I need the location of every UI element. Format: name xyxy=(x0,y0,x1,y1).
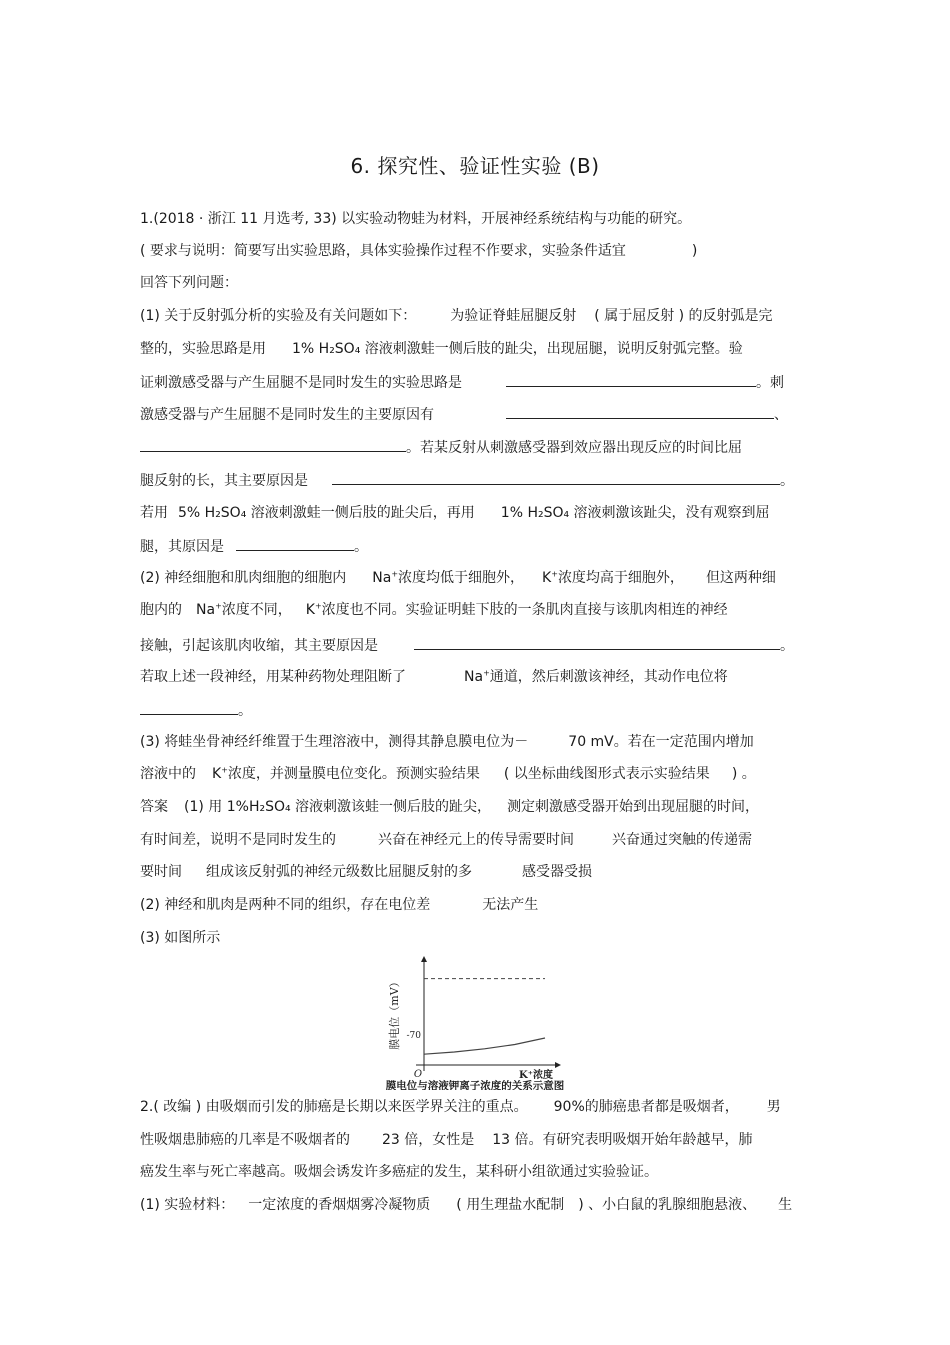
y-axis-label: 膜电位（mV） xyxy=(388,976,401,1050)
answer-blank[interactable] xyxy=(140,437,406,452)
y-tick-label: -70 xyxy=(406,1031,421,1041)
answer-blank[interactable] xyxy=(140,700,238,715)
q1-line-12: (2) 神经细胞和肌肉细胞的细胞内 Na+浓度均低于细胞外， K+浓度均高于细胞外， 但这两种细 xyxy=(140,569,776,586)
potential-curve xyxy=(424,1038,545,1054)
answer-line-5: (3) 如图所示 xyxy=(140,930,221,946)
q1-line-17: (3) 将蛙坐骨神经纤维置于生理溶液中，测得其静息膜电位为－ 70 mV。若在一定范围内增加 xyxy=(140,734,754,750)
answer-line-1: 答案 (1) 用 1%H₂SO₄ 溶液刺激该蛙一侧后肢的趾尖， 测定刺激感受器开始到出现屈腿的时间， xyxy=(140,799,760,815)
q2-line-3: 癌发生率与死亡率越高。吸烟会诱发许多癌症的发生，某科研小组欲通过实验验证。 xyxy=(140,1164,658,1180)
q2-line-4: (1) 实验材料： 一定浓度的香烟烟雾冷凝物质 ( 用生理盐水配制 ) 、小白鼠的乳腺细胞悬液、 生 xyxy=(140,1197,793,1213)
page-title: 6. 探究性、验证性实验 (B) xyxy=(350,154,600,178)
q2-line-1: 2.( 改编 ) 由吸烟而引发的肺癌是长期以来医学界关注的重点。 90%的肺癌患者都是吸烟者， 男 xyxy=(140,1099,781,1115)
x-axis-label: K⁺浓度 xyxy=(519,1070,553,1081)
q2-line-2: 性吸烟患肺癌的几率是不吸烟者的 23 倍，女性是 13 倍。有研究表明吸烟开始年龄越早，肺 xyxy=(140,1132,753,1148)
q1-line-15: 若取上述一段神经，用某种药物处理阻断了 Na+通道，然后刺激该神经，其动作电位将 xyxy=(140,668,728,685)
q1-line-18: 溶液中的 K+浓度，并测量膜电位变化。预测实验结果 ( 以坐标曲线图形式表示实验结果 ) 。 xyxy=(140,765,756,782)
q1-line-4: (1) 关于反射弧分析的实验及有关问题如下： 为验证脊蛙屈腿反射 ( 属于屈反射 ) 的反射弧是完 xyxy=(140,308,773,324)
answer-line-3: 要时间 组成该反射弧的神经元级数比屈腿反射的多 感受器受损 xyxy=(140,864,592,880)
answer-blank[interactable] xyxy=(506,372,756,387)
membrane-potential-chart xyxy=(360,955,590,1090)
answer-blank[interactable] xyxy=(332,470,780,485)
q1-line-3: 回答下列问题： xyxy=(140,275,238,291)
answer-line-4: (2) 神经和肌肉是两种不同的组织，存在电位差 无法产生 xyxy=(140,897,539,913)
q1-line-7: 激感受器与产生屈腿不是同时发生的主要原因有 、 xyxy=(140,404,820,425)
q1-line-1: 1.(2018 · 浙江 11 月选考, 33) 以实验动物蛙为材料，开展神经系统结构与功能的研究。 xyxy=(140,211,692,227)
answer-blank[interactable] xyxy=(414,635,780,650)
q1-line-10: 若用 5% H₂SO₄ 溶液刺激蛙一侧后肢的趾尖后，再用 1% H₂SO₄ 溶液刺激该趾尖，没有观察到屈 xyxy=(140,505,770,521)
q1-line-6: 证刺激感受器与产生屈腿不是同时发生的实验思路是 。刺 xyxy=(140,372,820,393)
q1-line-8: 。若某反射从刺激感受器到效应器出现反应的时间比屈 xyxy=(140,437,820,458)
answer-blank[interactable] xyxy=(506,404,774,419)
q1-line-2: ( 要求与说明：简要写出实验思路，具体实验操作过程不作要求，实验条件适宜 ) xyxy=(140,243,698,259)
answer-line-2: 有时间差，说明不是同时发生的 兴奋在神经元上的传导需要时间 兴奋通过突触的传递需 xyxy=(140,832,752,848)
q1-line-16: 。 xyxy=(140,700,820,721)
chart-caption: 膜电位与溶液钾离子浓度的关系示意图 xyxy=(385,1080,565,1090)
q1-line-9: 腿反射的长，其主要原因是 。 xyxy=(140,470,820,491)
q1-line-11: 腿，其原因是 。 xyxy=(140,536,820,557)
q1-line-13: 胞内的 Na+浓度不同， K+浓度也不同。实验证明蛙下肢的一条肌肉直接与该肌肉相连的神经 xyxy=(140,601,728,618)
q1-line-5: 整的，实验思路是用 1% H₂SO₄ 溶液刺激蛙一侧后肢的趾尖，出现屈腿，说明反射弧完整。验 xyxy=(140,341,743,357)
answer-blank[interactable] xyxy=(236,536,354,551)
q1-line-14: 接触，引起该肌肉收缩，其主要原因是 。 xyxy=(140,635,820,656)
origin-label: O xyxy=(413,1069,423,1080)
